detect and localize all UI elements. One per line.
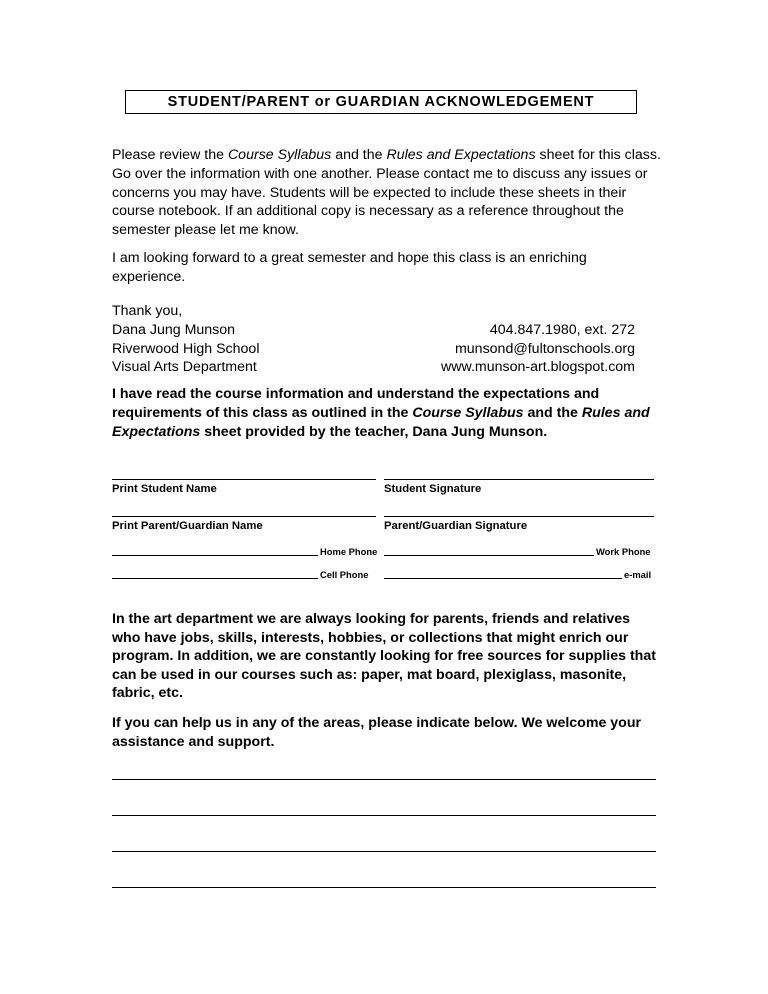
teacher-name: Dana Jung Munson <box>112 321 236 338</box>
art-department-paragraph: In the art department we are always looking for parents, friends and relatives who have jobs, skills, interests, hobbies, or collections that might enrich our program. In addition, we are constantly looking for free sources for supplies that can be used in our courses such as: paper, mat board, plexiglass, masonite, fabric, etc. <box>112 611 656 701</box>
student-signature-field[interactable] <box>384 479 654 480</box>
response-line[interactable] <box>112 779 656 780</box>
cell-phone-field[interactable] <box>112 578 318 579</box>
response-line[interactable] <box>112 851 656 852</box>
response-line[interactable] <box>112 815 656 816</box>
work-phone-field[interactable] <box>384 555 594 556</box>
student-signature-label: Student Signature <box>384 483 482 495</box>
ack-rules-expectations-ref: Rules and Expectations <box>112 404 650 440</box>
response-line[interactable] <box>112 887 656 888</box>
rules-expectations-ref: Rules and Expectations <box>386 147 536 163</box>
teacher-website: www.munson-art.blogspot.com <box>441 359 635 376</box>
ack-text-1: I have read the course information and understand the expectations and requirements of this class as outlined in the <box>112 386 600 421</box>
home-phone-field[interactable] <box>112 555 318 556</box>
intro-text-2: and the <box>331 147 387 163</box>
teacher-phone: 404.847.1980, ext. 272 <box>489 321 635 338</box>
work-phone-label: Work Phone <box>596 546 651 557</box>
ack-course-syllabus-ref: Course Syllabus <box>412 404 524 421</box>
course-syllabus-ref: Course Syllabus <box>227 147 332 163</box>
school-name: Riverwood High School <box>112 340 260 357</box>
acknowledgement-statement <box>112 385 662 441</box>
intro-text-3: sheet for this class. Go over the information with one another. Please contact me to discuss any issues or concerns you may have. Students will be expected to include these sheets in their course notebook. If an additional copy is necessary as a reference throughout the semester please let me know. <box>112 147 661 239</box>
thank-you-text: Thank you, <box>112 303 183 319</box>
ack-text-2: and the <box>523 404 582 421</box>
signoff-block <box>112 302 635 377</box>
home-phone-label: Home Phone <box>320 546 378 557</box>
email-label: e-mail <box>624 569 652 580</box>
ack-text-3: sheet provided by the teacher, Dana Jung Munson. <box>200 423 548 440</box>
department-name: Visual Arts Department <box>112 359 257 376</box>
page-title: STUDENT/PARENT or GUARDIAN ACKNOWLEDGEMENT <box>125 90 637 114</box>
print-student-name-field[interactable] <box>112 479 376 480</box>
teacher-email: munsond@fultonschools.org <box>454 340 635 357</box>
parent-signature-field[interactable] <box>384 516 654 517</box>
intro-paragraph <box>112 146 662 240</box>
email-field[interactable] <box>384 578 622 579</box>
intro-text-1: Please review the <box>112 147 228 163</box>
forward-paragraph: I am looking forward to a great semester and hope this class is an enriching experience. <box>112 250 587 285</box>
parent-signature-label: Parent/Guardian Signature <box>384 520 528 532</box>
cell-phone-label: Cell Phone <box>320 569 369 580</box>
print-student-name-label: Print Student Name <box>112 483 217 495</box>
help-request-paragraph: If you can help us in any of the areas, please indicate below. We welcome your assistance and support. <box>112 715 642 750</box>
print-parent-name-field[interactable] <box>112 516 376 517</box>
print-parent-name-label: Print Parent/Guardian Name <box>112 520 263 532</box>
